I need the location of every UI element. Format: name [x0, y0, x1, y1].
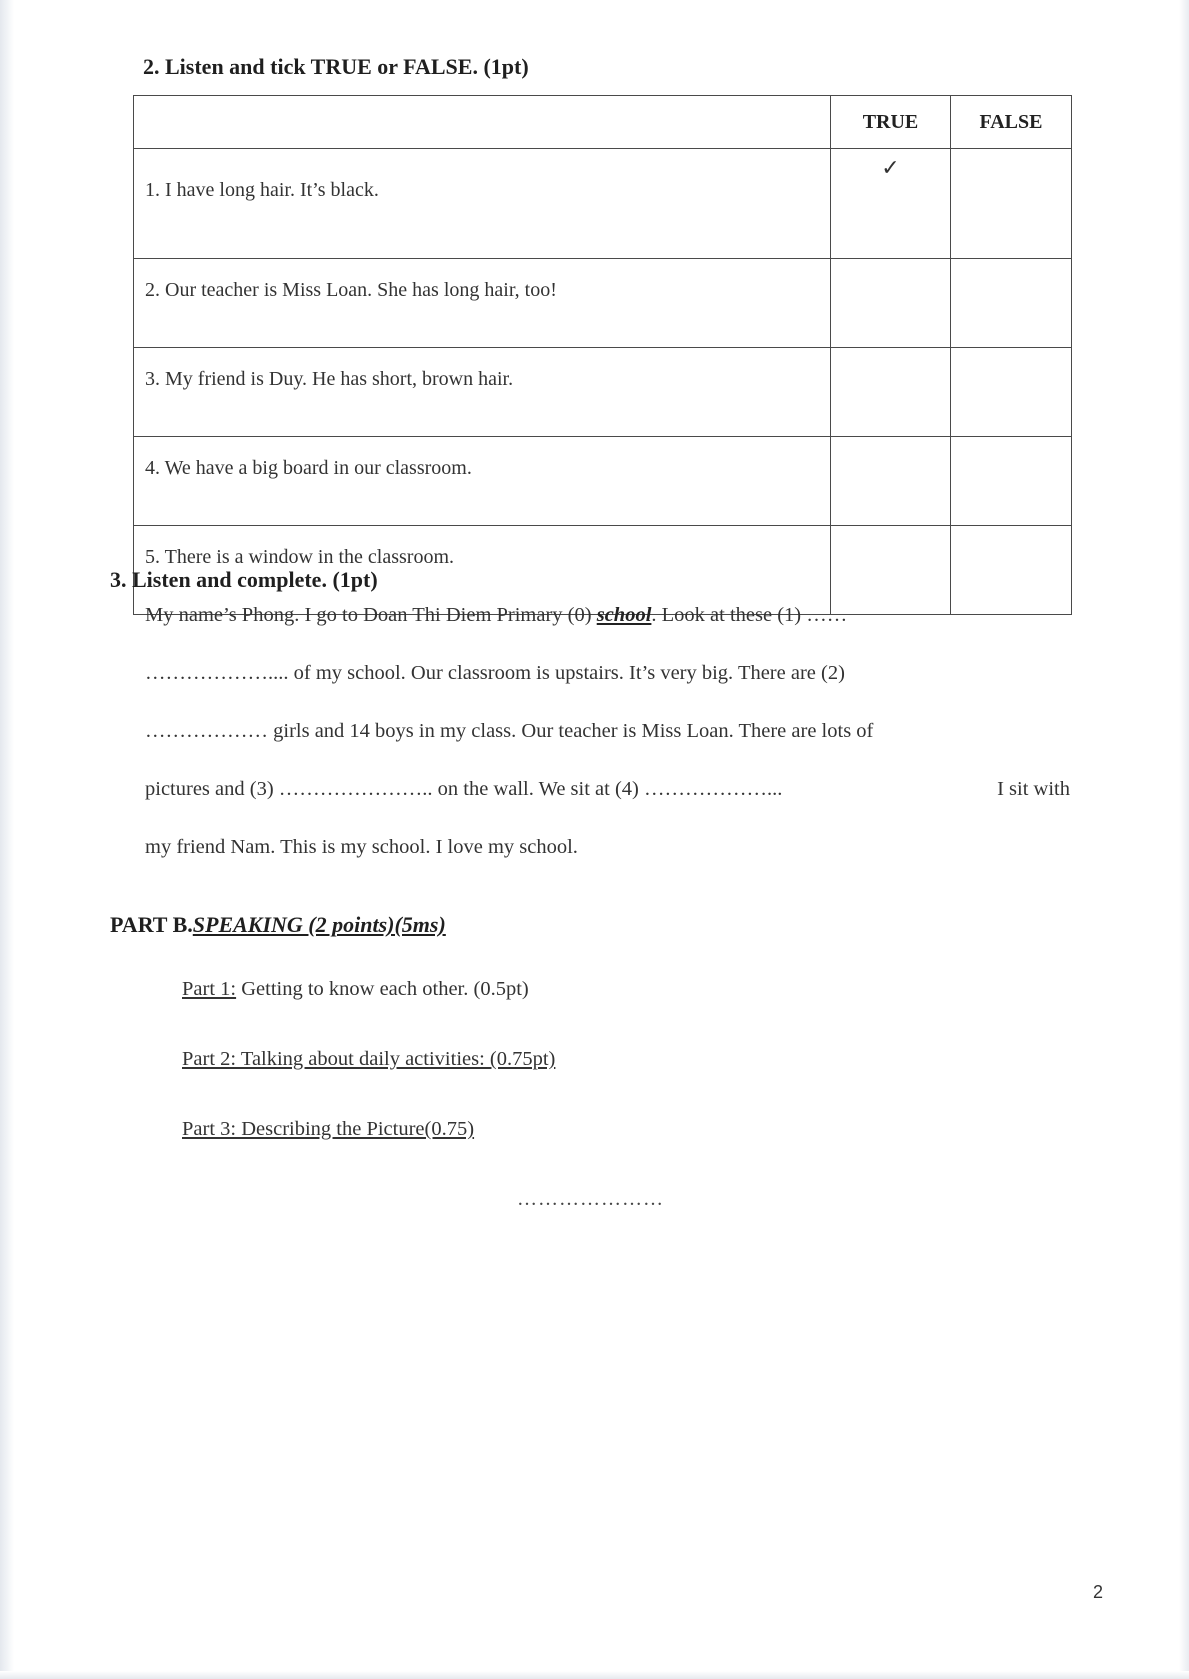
header-statement-cell: [134, 96, 831, 149]
scan-edge-left: [0, 0, 14, 1679]
passage-line-4-end: I sit with: [997, 778, 1070, 800]
speaking-part-1-text: Getting to know each other. (0.5pt): [236, 978, 529, 1000]
statement-3: 3. My friend is Duy. He has short, brown hair.: [134, 348, 831, 437]
true-cell-5[interactable]: [831, 526, 951, 615]
true-cell-3[interactable]: [831, 348, 951, 437]
table-row: [134, 348, 1072, 437]
scan-edge-right: [1179, 0, 1189, 1679]
example-answer: school: [596, 604, 652, 626]
passage-line-5: my friend Nam. This is my school. I love my school.: [145, 836, 578, 858]
table-header-row: [134, 96, 1072, 149]
header-false: FALSE: [951, 96, 1072, 149]
statement-4: 4. We have a big board in our classroom.: [134, 437, 831, 526]
page-number: 2: [1093, 1582, 1104, 1602]
passage-line-1: [145, 604, 847, 627]
header-true: TRUE: [831, 96, 951, 149]
false-cell-1[interactable]: [951, 149, 1072, 259]
part-b-title: [110, 912, 446, 938]
table-row: [134, 437, 1072, 526]
speaking-part-3: Part 3: Describing the Picture(0.75): [182, 1118, 475, 1140]
part-b-subtitle: SPEAKING (2 points)(5ms): [192, 912, 446, 937]
statement-5: 5. There is a window in the classroom.: [134, 526, 831, 615]
statement-2: 2. Our teacher is Miss Loan. She has long hair, too!: [134, 259, 831, 348]
statement-1: 1. I have long hair. It’s black.: [134, 149, 831, 259]
passage-line-4-start: pictures and (3) ………………….. on the wall. We sit at (4) ………………...: [145, 778, 783, 800]
passage-line-3: ……………… girls and 14 boys in my class. Our teacher is Miss Loan. There are lots of: [145, 720, 874, 742]
speaking-part-2: Part 2: Talking about daily activities: (0.75pt): [182, 1048, 556, 1070]
end-separator: …………………: [517, 1188, 664, 1210]
speaking-part-1-label: Part 1:: [182, 978, 237, 1000]
passage-line-1-start: My name’s Phong. I go to Doan Thi Diem Primary (0): [145, 604, 597, 626]
section-2-title: 2. Listen and tick TRUE or FALSE. (1pt): [143, 54, 529, 79]
passage-line-1-end: . Look at these (1) ……: [651, 604, 848, 626]
true-cell-2[interactable]: [831, 259, 951, 348]
true-cell-1[interactable]: ✓: [831, 149, 951, 259]
table-row: [134, 149, 1072, 259]
scan-edge-bottom: [0, 1671, 1189, 1679]
true-false-table: [133, 95, 1072, 615]
true-cell-4[interactable]: [831, 437, 951, 526]
speaking-part-1: [182, 978, 529, 1001]
false-cell-4[interactable]: [951, 437, 1072, 526]
table-row: [134, 259, 1072, 348]
false-cell-2[interactable]: [951, 259, 1072, 348]
passage-line-2: ……………….... of my school. Our classroom is upstairs. It’s very big. There are (2): [145, 662, 845, 684]
section-3-title: 3. Listen and complete. (1pt): [110, 567, 378, 592]
part-b-label: PART B.: [110, 912, 193, 937]
false-cell-3[interactable]: [951, 348, 1072, 437]
false-cell-5[interactable]: [951, 526, 1072, 615]
passage-line-4: [145, 778, 1070, 801]
